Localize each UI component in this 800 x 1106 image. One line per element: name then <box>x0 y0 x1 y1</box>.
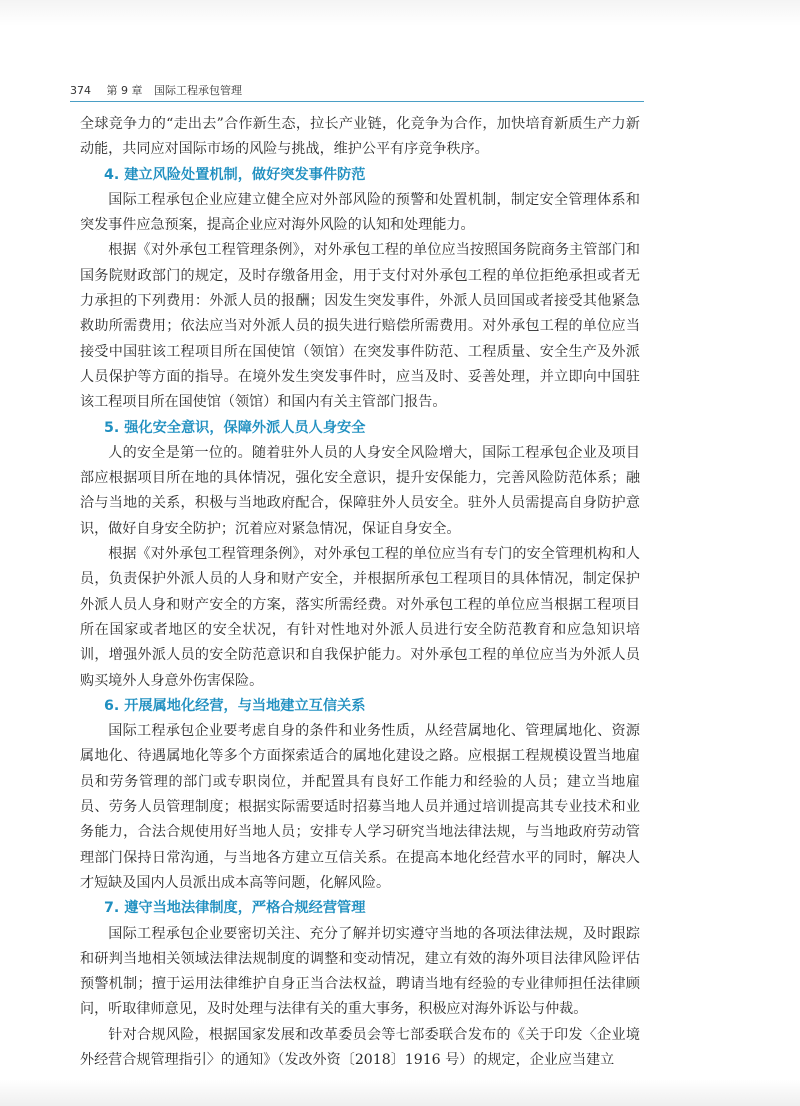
scan-top-shadow <box>0 0 800 26</box>
section-heading-6: 6. 开展属地化经营，与当地建立互信关系 <box>104 697 366 714</box>
section-heading-7: 7. 遵守当地法律制度，严格合规经营管理 <box>104 900 366 917</box>
page-body <box>80 112 640 1073</box>
paragraph: 针对合规风险，根据国家发展和改革委员会等七部委联合发布的《关于印发〈企业境外经营合规管理指引〉的通知》（发改外资〔2018〕1916 号）的规定，企业应当建立 <box>80 1026 640 1068</box>
paragraph: 根据《对外承包工程管理条例》，对外承包工程的单位应当按照国务院商务主管部门和国务院财政部门的规定，及时存缴备用金，用于支付对外承包工程的单位拒绝承担或者无力承担的下列费用：外派人员的报酬；因发生突发事件，外派人员回国或者接受其他紧急救助所需费用；依法应当对外派人员的损失进行赔偿所需费用。对外承包工程的单位应当接受中国驻该工程项目所在国使馆（领馆）在突发事件防范、工程质量、安全生产及外派人员保护等方面的指导。在境外发生突发事件时，应当及时、妥善处理，并立即向中国驻该工程项目所在国使馆（领馆）和国内有关主管部门报告。 <box>80 242 640 411</box>
paragraph: 人的安全是第一位的。随着驻外人员的人身安全风险增大，国际工程承包企业及项目部应根据项目所在地的具体情况，强化安全意识，提升安保能力，完善风险防范体系；融洽与当地的关系，积极与当地政府配合，保障驻外人员安全。驻外人员需提高自身防护意识，做好自身安全防护；沉着应对紧急情况，保证自身安全。 <box>80 444 640 537</box>
header-rule <box>70 101 644 102</box>
paragraph: 根据《对外承包工程管理条例》，对外承包工程的单位应当有专门的安全管理机构和人员，负责保护外派人员的人身和财产安全，并根据所承包工程项目的具体情况，制定保护外派人员人身和财产安全的方案，落实所需经费。对外承包工程的单位应当根据工程项目所在国家或者地区的安全状况，有针对性地对外派人员进行安全防范教育和应急知识培训，增强外派人员的安全防范意识和自我保护能力。对外承包工程的单位应当为外派人员购买境外人身意外伤害保险。 <box>80 546 640 689</box>
scan-bottom-shadow <box>0 1080 800 1106</box>
page-header <box>70 82 644 100</box>
paragraph: 国际工程承包企业要密切关注、充分了解并切实遵守当地的各项法律法规，及时跟踪和研判当地相关领域法律法规制度的调整和变动情况，建立有效的海外项目法律风险评估预警机制；擅于运用法律维护自身正当合法权益，聘请当地有经验的专业律师担任法律顾问，听取律师意见，及时处理与法律有关的重大事务，积极应对海外诉讼与仲裁。 <box>80 925 640 1018</box>
chapter-title: 国际工程承包管理 <box>154 84 242 97</box>
page-number: 374 <box>70 84 91 97</box>
chapter-number: 第 9 章 <box>106 84 143 97</box>
paragraph: 国际工程承包企业应建立健全应对外部风险的预警和处置机制，制定安全管理体系和突发事件应急预案，提高企业应对海外风险的认知和处理能力。 <box>80 191 640 234</box>
paragraph: 国际工程承包企业要考虑自身的条件和业务性质，从经营属地化、管理属地化、资源属地化、待遇属地化等多个方面探索适合的属地化建设之路。应根据工程规模设置当地雇员和劳务管理的部门或专职岗位，并配置具有良好工作能力和经验的人员；建立当地雇员、劳务人员管理制度；根据实际需要适时招募当地人员并通过培训提高其专业技术和业务能力，合法合规使用好当地人员；安排专人学习研究当地法律法规，与当地政府劳动管理部门保持日常沟通，与当地各方建立互信关系。在提高本地化经营水平的同时，解决人才短缺及国内人员派出成本高等问题，化解风险。 <box>80 723 640 891</box>
section-heading-4: 4. 建立风险处置机制，做好突发事件防范 <box>104 166 366 183</box>
section-heading-5: 5. 强化安全意识，保障外派人员人身安全 <box>104 419 366 436</box>
paragraph-continuation: 全球竞争力的“走出去”合作新生态，拉长产业链，化竞争为合作，加快培育新质生产力新动能，共同应对国际市场的风险与挑战，维护公平有序竞争秩序。 <box>80 116 640 158</box>
